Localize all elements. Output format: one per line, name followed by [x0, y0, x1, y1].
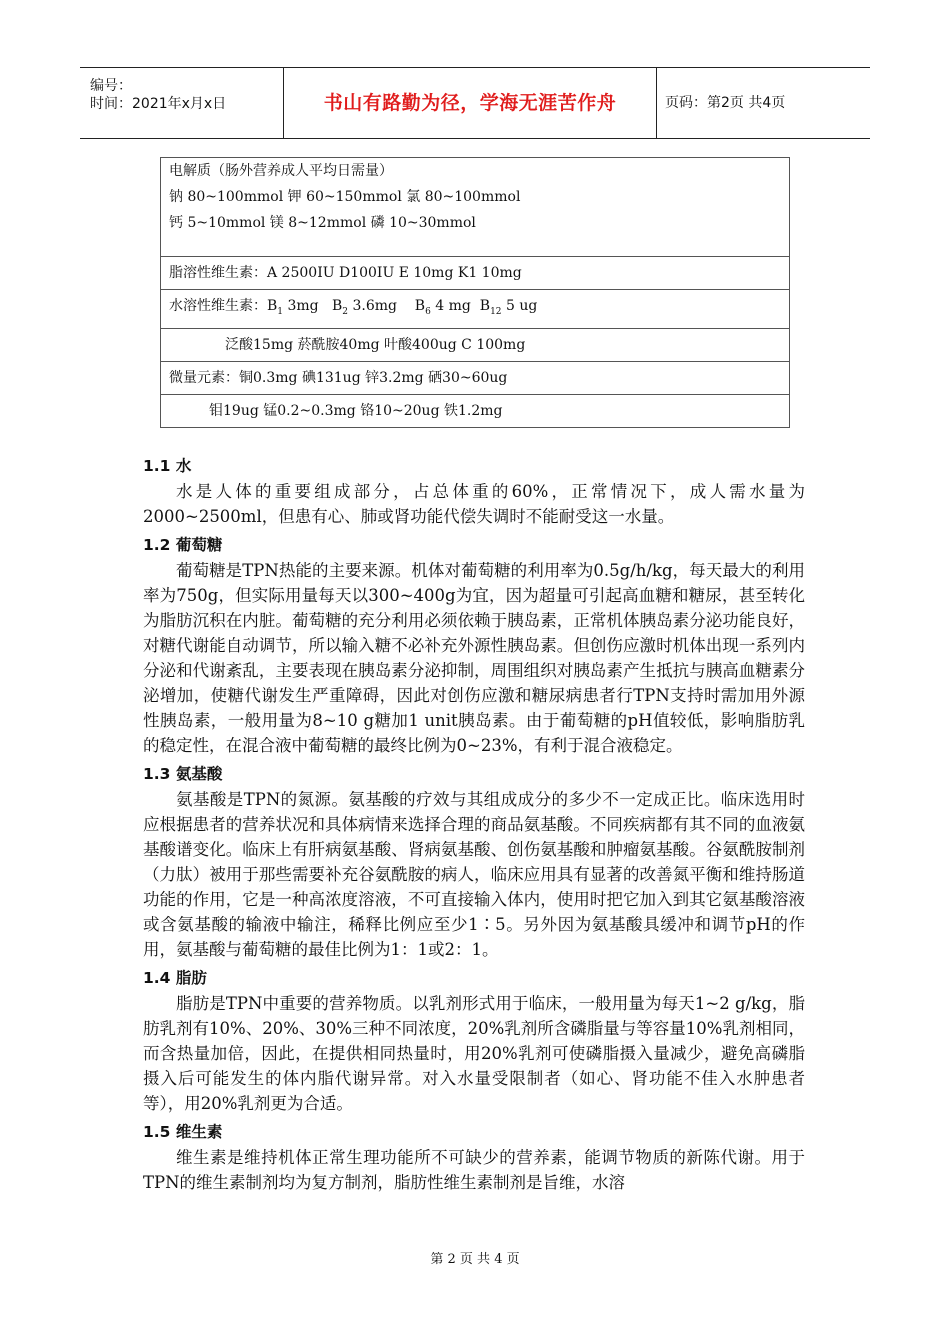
electrolyte-title: 电解质（肠外营养成人平均日需量） — [169, 163, 393, 179]
time-label: 时间：2021年x月x日 — [90, 96, 227, 112]
header-left-cell — [80, 68, 284, 138]
trace-elements-line-1: 微量元素：铜0.3mg 碘131ug 锌3.2mg 硒30~60ug — [169, 369, 508, 386]
section-text-water: 水是人体的重要组成部分，占总体重的60%，正常情况下，成人需水量为2000~2500ml，但患有心、肺或肾功能代偿失调时不能耐受这一水量。 — [143, 482, 805, 526]
water-soluble-cell — [161, 290, 790, 329]
section-text-vitamins: 维生素是维持机体正常生理功能所不可缺少的营养素，能调节物质的新陈代谢。用于TPN的维生素制剂均为复方制剂，脂肪性维生素制剂是旨维，水溶 — [143, 1148, 805, 1192]
vitamin-b2: $B_2$ 3.6mg — [332, 298, 397, 317]
section-text-glucose: 葡萄糖是TPN热能的主要来源。机体对葡萄糖的利用率为0.5g/h/kg，每天最大的利用率为750g，但实际用量每天以300~400g为宜，因为超量可引起高血糖和糖尿，甚至转化为脂肪沉积在内脏。葡萄糖的充分利用必须依赖于胰岛素，正常机体胰岛素分泌功能良好，对糖代谢能自动调节，所以输入糖不必补充外源性胰岛素。但创伤应激时机体出现一系列内分泌和代谢紊乱，主要表现在胰岛素分泌抑制，周围组织对胰岛素产生抵抗与胰高血糖素分泌增加，使糖代谢发生严重障碍，因此对创伤应激和糖尿病患者行TPN支持时需加用外源性胰岛素，一般用量为8~10 g糖加1 unit胰岛素。由于葡萄糖的pH值较低，影响脂肪乳的稳定性，在混合液中葡萄糖的最终比例为0~23%，有利于混合液稳定。 — [143, 561, 805, 755]
water-soluble-line-2: 泛酸15mg 菸酰胺40mg 叶酸400ug C 100mg — [225, 336, 526, 353]
vitamin-b6: $B_6$ 4 mg — [414, 298, 471, 317]
table-row — [161, 394, 790, 427]
page-info: 页码：第2页 共4页 — [665, 95, 786, 111]
trace-cell-2 — [161, 394, 790, 427]
section-text-fat: 脂肪是TPN中重要的营养物质。以乳剂形式用于临床，一般用量为每天1~2 g/kg，脂肪乳剂有10%、20%、30%三种不同浓度，20%乳剂所含磷脂量与等容量10%乳剂相同，而含热量加倍，因此，在提供相同热量时，用20%乳剂可使磷脂摄入量减少，避免高磷脂摄入后可能发生的体内脂代谢异常。对入水量受限制者（如心、肾功能不佳入水肿患者等），用20%乳剂更为合适。 — [143, 994, 805, 1113]
section-heading-amino-acids: 1.3 氨基酸 — [143, 765, 223, 783]
section-text-amino-acids: 氨基酸是TPN的氮源。氨基酸的疗效与其组成成分的多少不一定成正比。临床选用时应根据患者的营养状况和具体病情来选择合理的商品氨基酸。不同疾病都有其不同的血液氨基酸谱变化。临床上有肝病氨基酸、肾病氨基酸、创伤氨基酸和肿瘤氨基酸。谷氨酰胺制剂（力肽）被用于那些需要补充谷氨酰胺的病人，临床应用具有显著的改善氮平衡和维持肠道功能的作用，它是一种高浓度溶液，不可直接输入体内，使用时把它加入到其它氨基酸溶液或含氨基酸的输液中输注，稀释比例应至少1∶5。另外因为氨基酸具缓冲和调节pH的作用，氨基酸与葡萄糖的最佳比例为1：1或2：1。 — [143, 790, 805, 959]
table-row — [161, 361, 790, 394]
electrolyte-cell — [161, 158, 790, 257]
section-heading-vitamins: 1.5 维生素 — [143, 1123, 223, 1141]
section-heading-fat: 1.4 脂肪 — [143, 969, 207, 987]
electrolyte-line-2: 钙 5~10mmol 镁 8~12mmol 磷 10~30mmol — [169, 215, 476, 231]
water-soluble-cell-2 — [161, 328, 790, 361]
nutrition-table — [160, 157, 790, 428]
table-row — [161, 290, 790, 329]
water-soluble-prefix: 水溶性维生素： — [169, 298, 267, 314]
trace-elements-line-2: 钼19ug 锰0.2~0.3mg 铬10~20ug 铁1.2mg — [209, 402, 503, 419]
motto: 书山有路勤为径，学海无涯苦作舟 — [323, 92, 617, 114]
header-motto-cell — [284, 68, 657, 138]
fat-soluble-cell — [161, 257, 790, 290]
fat-soluble-vitamins: 脂溶性维生素：A 2500IU D100IU E 10mg K1 10mg — [169, 265, 522, 281]
table-row — [161, 257, 790, 290]
vitamin-b1: $B_1$ 3mg — [267, 298, 319, 317]
header-page-cell — [657, 68, 870, 138]
section-heading-water: 1.1 水 — [143, 457, 192, 475]
page-footer: 第 2 页 共 4 页 — [430, 1252, 520, 1267]
section-heading-glucose: 1.2 葡萄糖 — [143, 536, 223, 554]
page-header — [80, 67, 870, 139]
water-soluble-vitamins — [169, 290, 781, 328]
table-row — [161, 328, 790, 361]
electrolyte-line-1: 钠 80~100mmol 钾 60~150mmol 氯 80~100mmol — [169, 189, 521, 205]
table-row — [161, 158, 790, 257]
vitamin-b12: $B_{12}$ 5 ug — [479, 298, 538, 317]
trace-cell — [161, 361, 790, 394]
number-label: 编号： — [90, 78, 132, 94]
document-body — [143, 450, 805, 1195]
